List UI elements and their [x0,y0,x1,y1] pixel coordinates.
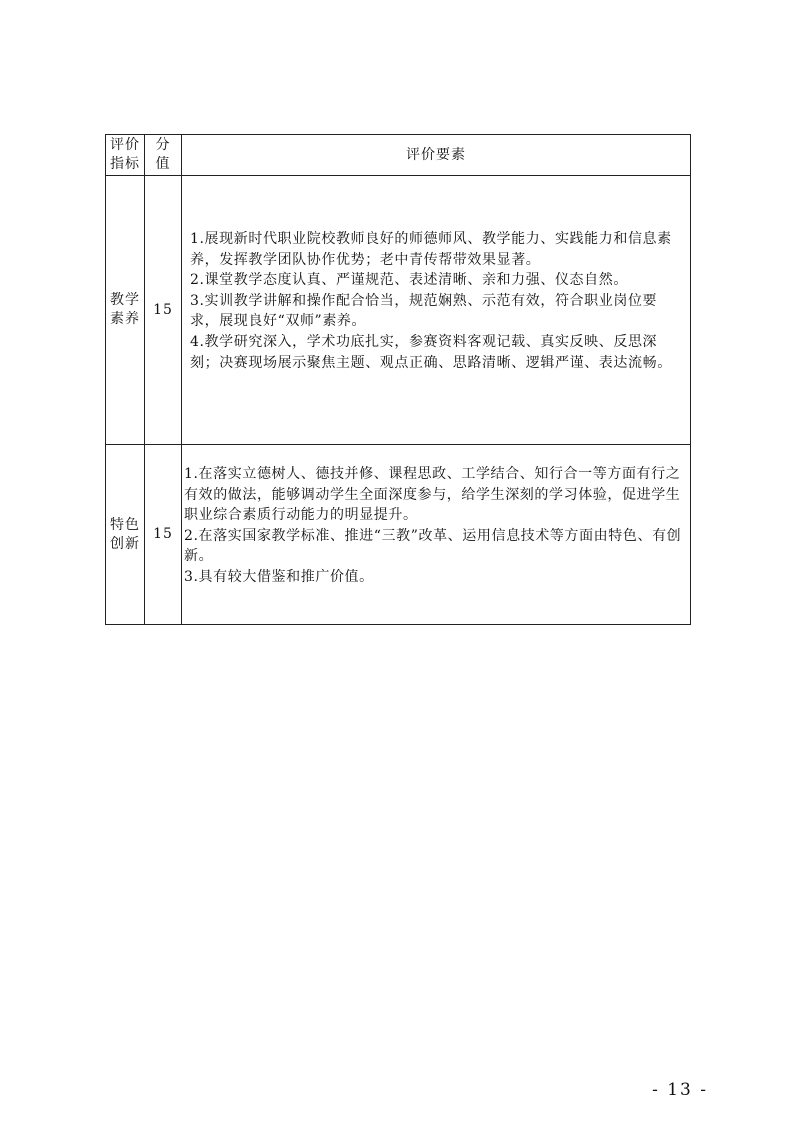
requirements-list [182,176,690,373]
header-score-line-2: 值 [155,156,171,172]
header-score [145,135,182,176]
page-number: - 13 - [652,1080,708,1100]
table-row-innovation [106,445,691,625]
table-row-teaching-quality [106,176,691,445]
header-score-line-1: 分 [155,137,171,153]
requirement-item: 2.在落实国家教学标准、推进“三教”改革、运用信息技术等方面由特色、有创新。 [184,527,682,565]
requirement-item: 3.具有较大借鉴和推广价值。 [184,568,374,585]
requirements-list [182,445,690,588]
header-indicator-line-1: 评价 [110,137,140,153]
requirements-cell [182,445,691,625]
header-indicator [106,135,145,176]
requirement-item: 4.教学研究深入，学术功底扎实，参赛资料客观记载、真实反映、反思深刻；决赛现场展示聚焦主题、观点正确、思路清晰、逻辑严谨、表达流畅。 [190,333,672,371]
indicator-cell [106,176,145,445]
requirement-item: 1.展现新时代职业院校教师良好的师德师风、教学能力、实践能力和信息素养，发挥教学团队协作优势；老中青传帮带效果显著。 [190,231,672,268]
indicator-line-2: 素养 [110,311,140,327]
table-header-row [106,135,691,176]
header-requirements: 评价要素 [182,135,691,176]
score-cell: 15 [145,445,182,625]
indicator-cell [106,445,145,625]
indicator-line-1: 特色 [110,516,140,533]
header-indicator-line-2: 指标 [110,156,140,172]
requirement-item: 2.课堂教学态度认真、严谨规范、表述清晰、亲和力强、仪态自然。 [190,272,628,289]
requirements-cell [182,176,691,445]
indicator-line-1: 教学 [110,292,140,308]
score-cell: 15 [145,176,182,445]
indicator-line-2: 创新 [110,535,140,552]
requirement-item: 3.实训教学讲解和操作配合恰当，规范娴熟、示范有效，符合职业岗位要求，展现良好“双师”素养。 [190,292,658,330]
requirement-item: 1.在落实立德树人、德技并修、课程思政、工学结合、知行合一等方面有行之有效的做法，能够调动学生全面深度参与，给学生深刻的学习体验，促进学生职业综合素质行动能力的明显提升。 [184,466,681,524]
evaluation-table [105,134,691,625]
